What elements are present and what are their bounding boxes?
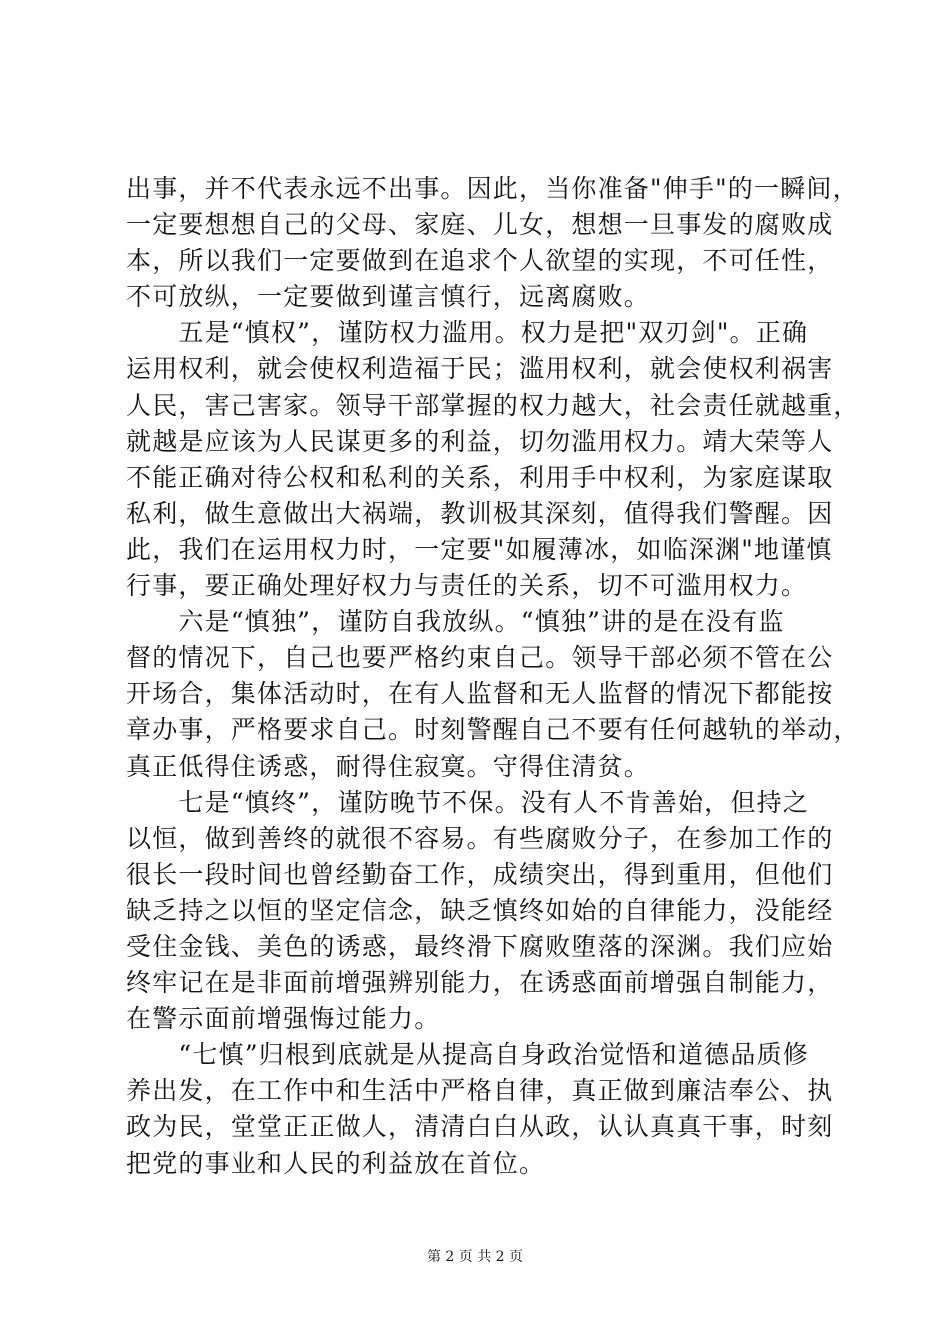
text-line: 此，我们在运用权力时，一定要"如履薄冰，如临深渊"地谨慎 xyxy=(126,534,833,564)
text-line: 不能正确对待公权和私利的关系，利用手中权利，为家庭谋取 xyxy=(126,462,834,492)
text-line: 一定要想想自己的父母、家庭、儿女，想想一旦事发的腐败成 xyxy=(126,210,834,240)
text-line: 七是“慎终”，谨防晚节不保。没有人不肯善始，但持之 xyxy=(126,787,809,817)
document-body xyxy=(126,171,860,1182)
text-line: 政为民，堂堂正正做人，清清白白从政，认认真真干事，时刻 xyxy=(126,1112,834,1142)
text-line: 本，所以我们一定要做到在追求个人欲望的实现，不可任性， xyxy=(126,246,834,276)
text-line: 不可放纵，一定要做到谨言慎行，远离腐败。 xyxy=(126,282,651,312)
text-line: 运用权利，就会使权利造福于民；滥用权利，就会使权利祸害 xyxy=(126,354,834,384)
text-line: 人民，害己害家。领导干部掌握的权力越大，社会责任就越重， xyxy=(126,390,860,420)
page-number-footer: 第 2 页 共 2 页 xyxy=(426,1249,524,1265)
text-line: 养出发，在工作中和生活中严格自律，真正做到廉洁奉公、执 xyxy=(126,1076,834,1106)
text-line: “七慎”归根到底就是从提高自身政治觉悟和道德品质修 xyxy=(126,1040,809,1070)
text-line: 很长一段时间也曾经勤奋工作，成绩突出，得到重用，但他们 xyxy=(126,859,834,889)
text-line: 督的情况下，自己也要严格约束自己。领导干部必须不管在公 xyxy=(126,643,834,673)
text-line: 五是“慎权”，谨防权力滥用。权力是把"双刃剑"。正确 xyxy=(126,318,809,348)
text-line: 在警示面前增强悔过能力。 xyxy=(126,1004,441,1034)
text-line: 出事，并不代表永远不出事。因此，当你准备"伸手"的一瞬间， xyxy=(126,174,859,203)
text-line: 私利，做生意做出大祸端，教训极其深刻，值得我们警醒。因 xyxy=(126,498,834,528)
text-line: 把党的事业和人民的利益放在首位。 xyxy=(126,1148,546,1178)
text-line: 缺乏持之以恒的坚定信念，缺乏慎终如始的自律能力，没能经 xyxy=(126,895,834,925)
text-line: 就越是应该为人民谋更多的利益，切勿滥用权力。靖大荣等人 xyxy=(126,426,834,456)
text-line: 开场合，集体活动时，在有人监督和无人监督的情况下都能按 xyxy=(126,679,834,709)
text-line: 终牢记在是非面前增强辨别能力，在诱惑面前增强自制能力， xyxy=(126,968,834,998)
text-line: 行事，要正确处理好权力与责任的关系，切不可滥用权力。 xyxy=(126,571,808,601)
text-line: 章办事，严格要求自己。时刻警醒自己不要有任何越轨的举动， xyxy=(126,715,860,745)
text-line: 以恒，做到善终的就很不容易。有些腐败分子，在参加工作的 xyxy=(126,823,834,853)
text-line: 受住金钱、美色的诱惑，最终滑下腐败堕落的深渊。我们应始 xyxy=(126,931,834,961)
text-line: 真正低得住诱惑，耐得住寂寞。守得住清贫。 xyxy=(126,751,651,781)
text-line: 六是“慎独”，谨防自我放纵。“慎独”讲的是在没有监 xyxy=(126,607,785,637)
